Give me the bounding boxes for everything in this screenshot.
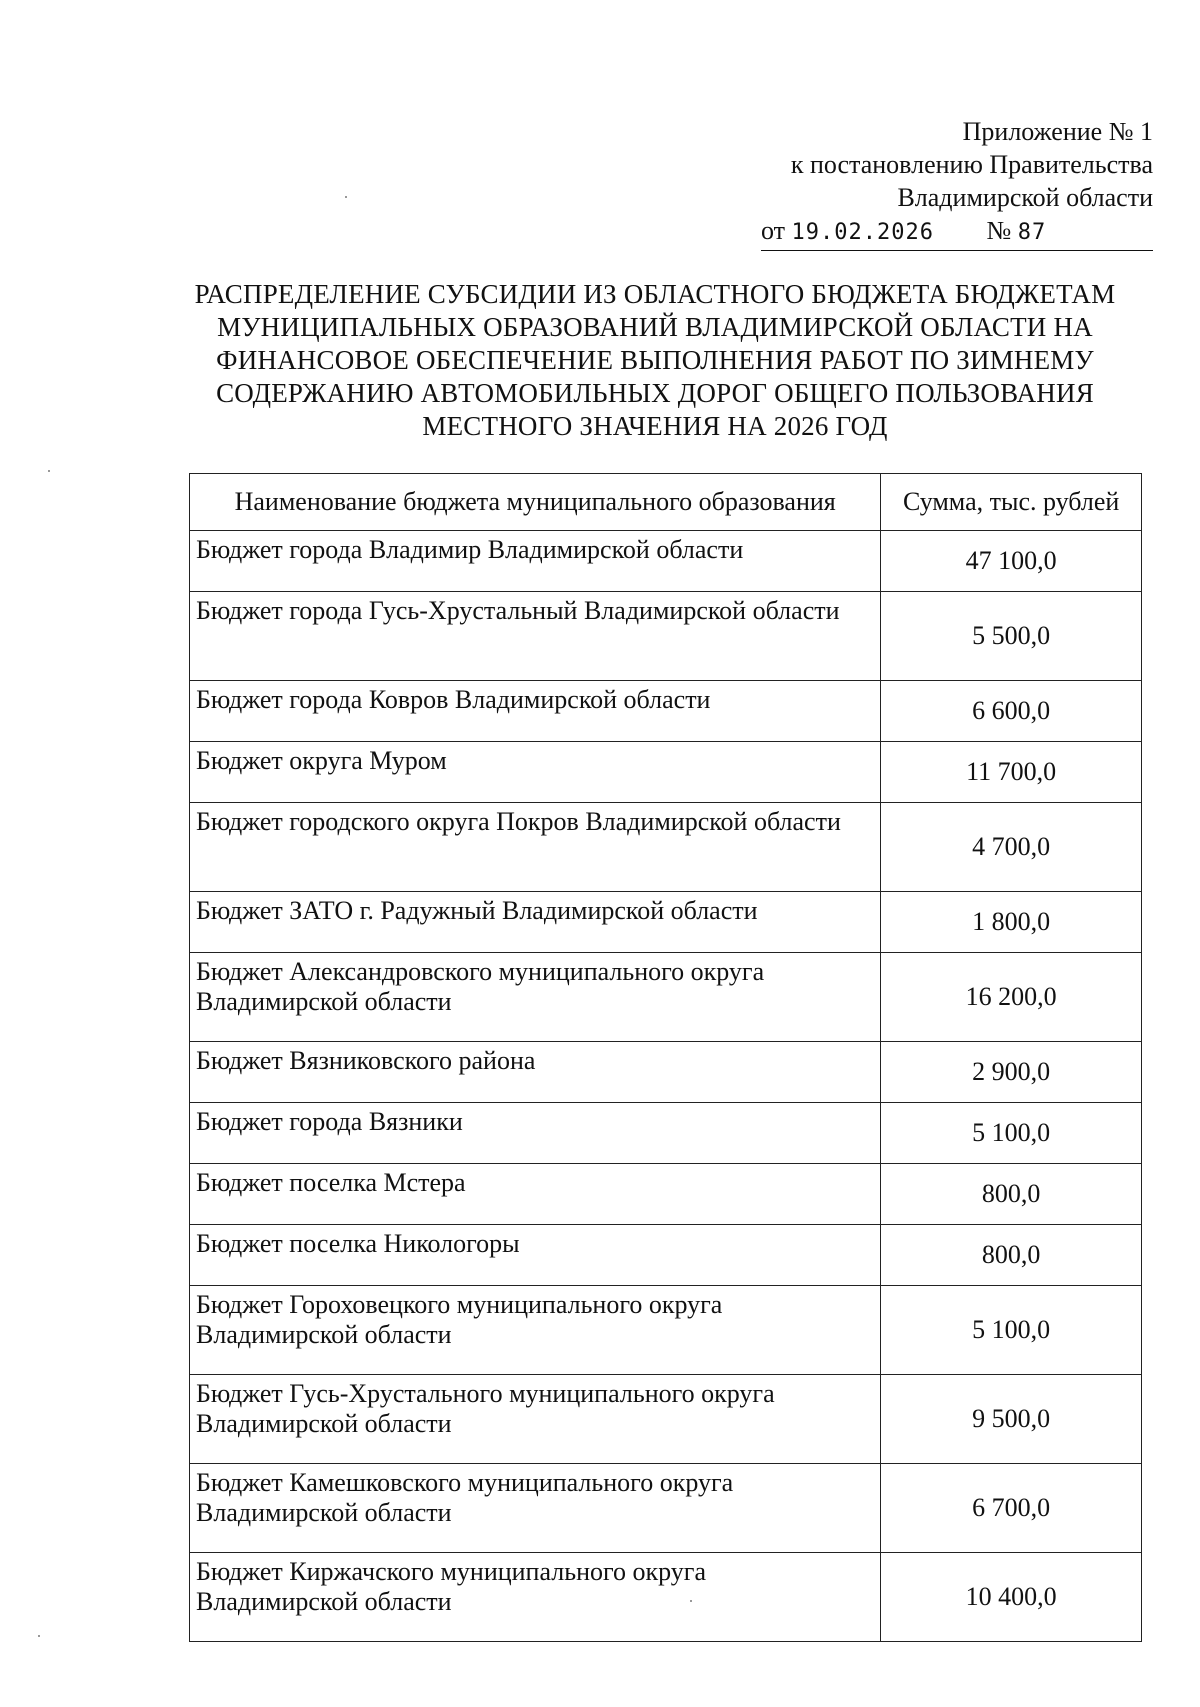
appendix-region: Владимирской области: [897, 183, 1153, 212]
scan-speck: [38, 1635, 40, 1637]
budget-amount: 47 100,0: [881, 531, 1142, 592]
table-header-row: [190, 474, 1142, 531]
heading-line-1: РАСПРЕДЕЛЕНИЕ СУБСИДИИ ИЗ ОБЛАСТНОГО БЮДЖЕТА БЮДЖЕТАМ: [194, 279, 1116, 309]
table-row: [190, 1375, 1142, 1464]
table-row: [190, 1164, 1142, 1225]
budget-amount: 5 500,0: [881, 592, 1142, 681]
budget-amount: 6 600,0: [881, 681, 1142, 742]
scan-speck: [690, 1600, 692, 1602]
table-row: [190, 1286, 1142, 1375]
budget-name: Бюджет Гороховецкого муниципального округа Владимирской области: [190, 1286, 881, 1375]
table-row: [190, 531, 1142, 592]
budget-name: Бюджет городского округа Покров Владимирской области: [190, 803, 881, 892]
budget-name: Бюджет Камешковского муниципального округа Владимирской области: [190, 1464, 881, 1553]
budget-amount: 800,0: [881, 1164, 1142, 1225]
budget-amount: 2 900,0: [881, 1042, 1142, 1103]
budget-name: Бюджет города Ковров Владимирской области: [190, 681, 881, 742]
table-row: [190, 742, 1142, 803]
date-prefix: от: [761, 216, 786, 245]
heading-line-3: ФИНАНСОВОЕ ОБЕСПЕЧЕНИЕ ВЫПОЛНЕНИЯ РАБОТ ПО ЗИМНЕМУ: [216, 345, 1094, 375]
document-heading: [150, 278, 1160, 443]
table-row: [190, 1042, 1142, 1103]
budget-amount: 10 400,0: [881, 1553, 1142, 1642]
table-row: [190, 1103, 1142, 1164]
budget-name: Бюджет Вязниковского района: [190, 1042, 881, 1103]
appendix-date-line: [761, 214, 1153, 251]
heading-line-2: МУНИЦИПАЛЬНЫХ ОБРАЗОВАНИЙ ВЛАДИМИРСКОЙ ОБЛАСТИ НА: [217, 312, 1093, 342]
resolution-date: 19.02.2026: [791, 220, 934, 245]
table-row: [190, 803, 1142, 892]
scan-speck: [345, 196, 347, 198]
resolution-number: 87: [1017, 220, 1047, 245]
appendix-block: [733, 115, 1153, 251]
appendix-title: Приложение № 1: [962, 117, 1153, 146]
appendix-resolution-ref: к постановлению Правительства: [790, 150, 1153, 179]
budget-amount: 9 500,0: [881, 1375, 1142, 1464]
table-row: [190, 1553, 1142, 1642]
heading-line-5: МЕСТНОГО ЗНАЧЕНИЯ НА 2026 ГОД: [422, 411, 888, 441]
table-row: [190, 681, 1142, 742]
budget-name: Бюджет Гусь-Хрустального муниципального округа Владимирской области: [190, 1375, 881, 1464]
budget-amount: 4 700,0: [881, 803, 1142, 892]
budget-name: Бюджет ЗАТО г. Радужный Владимирской области: [190, 892, 881, 953]
budget-name: Бюджет поселка Никологоры: [190, 1225, 881, 1286]
header-budget-name: Наименование бюджета муниципального образования: [190, 474, 881, 531]
budget-name: Бюджет города Гусь-Хрустальный Владимирской области: [190, 592, 881, 681]
table-row: [190, 892, 1142, 953]
budget-amount: 1 800,0: [881, 892, 1142, 953]
scan-speck: [48, 470, 50, 472]
budget-name: Бюджет поселка Мстера: [190, 1164, 881, 1225]
budget-name: Бюджет города Вязники: [190, 1103, 881, 1164]
budget-amount: 5 100,0: [881, 1103, 1142, 1164]
table-row: [190, 1225, 1142, 1286]
budget-amount: 5 100,0: [881, 1286, 1142, 1375]
budget-amount: 6 700,0: [881, 1464, 1142, 1553]
budget-amount: 800,0: [881, 1225, 1142, 1286]
budget-name: Бюджет Киржачского муниципального округа Владимирской области: [190, 1553, 881, 1642]
budget-name: Бюджет округа Муром: [190, 742, 881, 803]
budget-amount: 11 700,0: [881, 742, 1142, 803]
number-prefix: №: [986, 216, 1012, 245]
table-row: [190, 953, 1142, 1042]
heading-line-4: СОДЕРЖАНИЮ АВТОМОБИЛЬНЫХ ДОРОГ ОБЩЕГО ПОЛЬЗОВАНИЯ: [216, 378, 1094, 408]
budget-name: Бюджет города Владимир Владимирской области: [190, 531, 881, 592]
table-row: [190, 1464, 1142, 1553]
subsidy-table: [189, 473, 1142, 1642]
header-amount: Сумма, тыс. рублей: [881, 474, 1142, 531]
table-row: [190, 592, 1142, 681]
budget-name: Бюджет Александровского муниципального округа Владимирской области: [190, 953, 881, 1042]
budget-amount: 16 200,0: [881, 953, 1142, 1042]
